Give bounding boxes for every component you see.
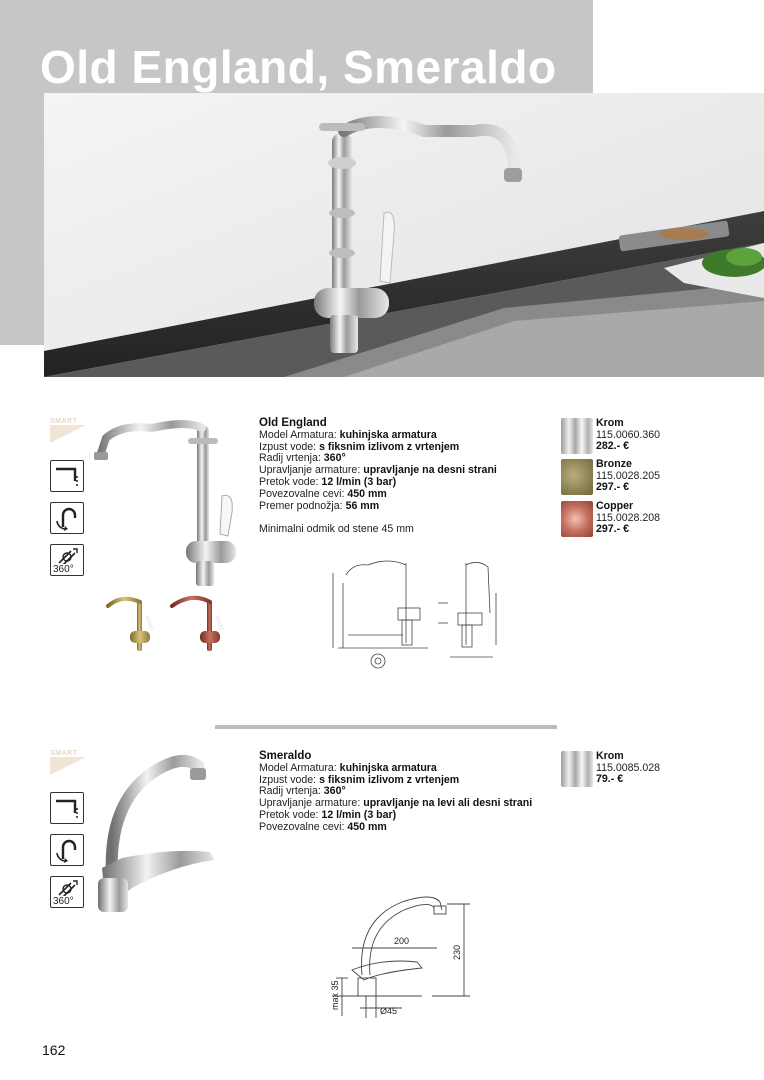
diameter-dimension: Ø45 <box>380 1006 398 1016</box>
hero-photo <box>44 93 764 377</box>
spec-value: s fiksnim izlivom z vrtenjem <box>319 773 460 786</box>
finish-price: 297.- € <box>596 481 629 494</box>
finish-name: Bronze <box>596 458 632 470</box>
finish-name: Copper <box>596 500 634 512</box>
spec-row <box>259 501 497 513</box>
bronze-swatch <box>561 459 593 495</box>
spout-icon <box>50 460 84 492</box>
old-england-info <box>259 418 497 536</box>
spec-value: 56 mm <box>345 499 380 512</box>
finish-code: 115.0028.208 <box>596 511 661 524</box>
spec-value: upravljanje na desni strani <box>363 464 497 477</box>
finish-name: Krom <box>596 750 624 762</box>
spec-value: kuhinjska armatura <box>339 761 437 774</box>
smeraldo-technical-drawing <box>322 880 482 1020</box>
spec-label: Izpust vode: <box>259 773 320 786</box>
rotation-360-icon <box>50 544 84 576</box>
finish-code: 115.0085.028 <box>596 761 661 774</box>
spout-icon <box>50 792 84 824</box>
spec-label: Model Armatura: <box>259 761 340 774</box>
spec-value: s fiksnim izlivom z vrtenjem <box>319 440 460 453</box>
old-england-faucet-image <box>92 416 252 661</box>
product-name: Smeraldo <box>259 750 312 762</box>
spec-value: 360° <box>323 452 346 465</box>
chrome-swatch <box>561 751 593 787</box>
finish-copper <box>561 501 660 537</box>
finish-name: Krom <box>596 417 624 429</box>
spec-label: Radij vrtenja: <box>259 785 324 798</box>
smart-badge-label: SMART <box>50 418 78 425</box>
smart-badge <box>50 750 86 780</box>
rotation-label: 360° <box>53 564 74 575</box>
spec-label: Radij vrtenja: <box>259 452 324 465</box>
product-name: Old England <box>259 417 327 429</box>
rotation-label: 360° <box>53 896 74 907</box>
spec-label: Model Armatura: <box>259 428 340 441</box>
spec-value: 450 mm <box>347 487 387 500</box>
reach-dimension: 200 <box>394 936 410 946</box>
finish-krom <box>561 751 660 787</box>
spec-label: Upravljanje armature: <box>259 797 364 810</box>
page-title: Old England, Smeraldo <box>40 41 557 93</box>
max-dimension: max 35 <box>330 980 340 1010</box>
spec-row <box>259 822 532 834</box>
spec-label: Povezovalne cevi: <box>259 820 348 833</box>
page-number: 162 <box>42 1042 66 1058</box>
finish-price: 79.- € <box>596 773 624 786</box>
spec-label: Premer podnožja: <box>259 499 346 512</box>
copper-swatch <box>561 501 593 537</box>
smart-badge-label: SMART <box>50 750 78 757</box>
section-divider <box>215 725 557 729</box>
spec-label: Pretok vode: <box>259 475 322 488</box>
smeraldo-info <box>259 751 532 834</box>
spec-label: Povezovalne cevi: <box>259 487 348 500</box>
smart-badge <box>50 418 86 448</box>
finish-code: 115.0028.205 <box>596 469 661 482</box>
finish-price: 282.- € <box>596 440 629 453</box>
swivel-spout-icon <box>50 834 84 866</box>
finish-krom <box>561 418 660 454</box>
height-dimension: 230 <box>452 944 462 960</box>
swivel-spout-icon <box>50 502 84 534</box>
spec-value: kuhinjska armatura <box>339 428 437 441</box>
old-england-technical-drawing <box>318 553 508 673</box>
spec-value: 12 l/min (3 bar) <box>321 475 397 488</box>
spec-value: 450 mm <box>347 820 387 833</box>
spec-label: Pretok vode: <box>259 808 322 821</box>
product-note: Minimalni odmik od stene 45 mm <box>259 523 414 536</box>
spec-value: 360° <box>323 785 346 798</box>
spec-label: Upravljanje armature: <box>259 464 364 477</box>
spec-value: 12 l/min (3 bar) <box>321 808 397 821</box>
finish-code: 115.0060.360 <box>596 428 661 441</box>
spec-label: Izpust vode: <box>259 440 320 453</box>
rotation-360-icon <box>50 876 84 908</box>
finish-bronze <box>561 459 660 495</box>
smeraldo-faucet-image <box>92 748 242 918</box>
chrome-swatch <box>561 418 593 454</box>
finish-price: 297.- € <box>596 523 629 536</box>
spec-value: upravljanje na levi ali desni strani <box>363 797 533 810</box>
